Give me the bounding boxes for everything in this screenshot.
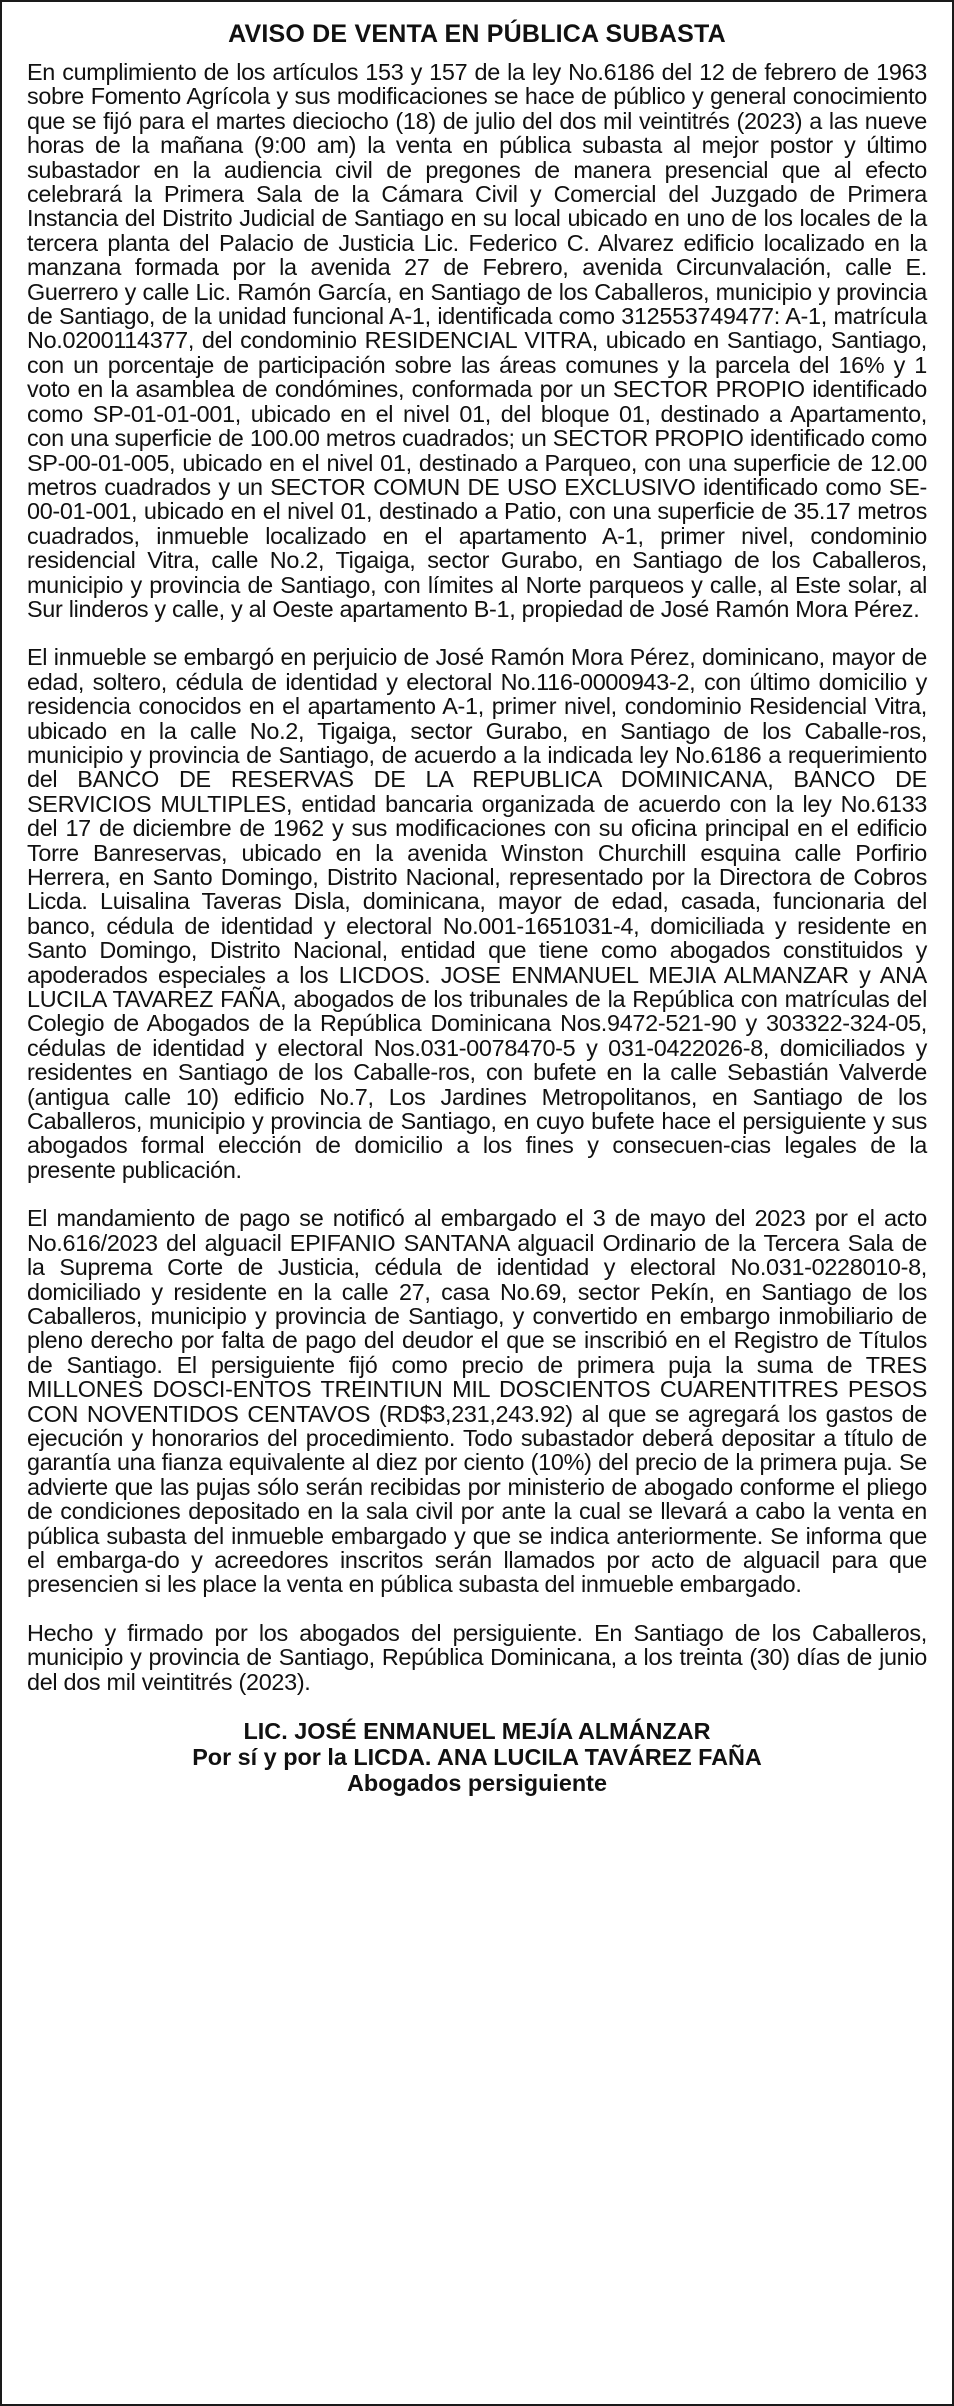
signature-name: LIC. JOSÉ ENMANUEL MEJÍA ALMÁNZAR [243,1718,711,1744]
signature-role: Abogados persiguiente [347,1770,607,1796]
paragraph-seizure-details: El inmueble se embargó en perjuicio de José Ramón Mora Pérez, dominicano, mayor de edad, soltero, cédula de identidad y electoral No.116-0000943-2, con último domicilio y residencia conocidos en el apartamento A-1, primer nivel, condominio Residencial Vitra, ubicado en la calle No.2, Tigaiga, sector Gurabo, en Santiago de los Caballe-ros, municipio y provincia de Santiago, de acuerdo a la indicada ley No.6186 a requerimiento del BANCO DE RESERVAS DE LA REPUBLICA DOMINICANA, BANCO DE SERVICIOS MULTIPLES, entidad bancaria organizada de acuerdo con la ley No.6133 del 17 de diciembre de 1962 y sus modificaciones con su oficina principal en el edificio Torre Banreservas, ubicado en la avenida Winston Churchill esquina calle Porfirio Herrera, en Santo Domingo, Distrito Nacional, representado por la Directora de Cobros Licda. Luisalina Taveras Disla, dominicana, mayor de edad, casada, funcionaria del banco, cédula de identidad y electoral No.001-1651031-4, domiciliada y residente en Santo Domingo, Distrito Nacional, entidad que tiene como abogados constituidos y apoderados especiales a los LICDOS. JOSE ENMANUEL MEJIA ALMANZAR y ANA LUCILA TAVAREZ FAÑA, abogados de los tribunales de la República con matrículas del Colegio de Abogados de la República Dominicana Nos.9472-521-90 y 303322-324-05, cédulas de identidad y electoral Nos.031-0078470-5 y 031-0422026-8, domiciliados y residentes en Santiago de los Caballe-ros, con bufete en la calle Sebastián Valverde (antigua calle 10) edificio No.7, Los Jardines Metropolitanos, en Santiago de los Caballeros, municipio y provincia de Santiago, en cuyo bufete hace el persiguiente y sus abogados formal elección de domicilio a los fines y consecuen-cias legales de la presente publicación. [27,644,927,1183]
signature-on-behalf: Por sí y por la LICDA. ANA LUCILA TAVÁREZ FAÑA [192,1744,762,1770]
paragraph-signing-statement: Hecho y firmado por los abogados del persiguiente. En Santiago de los Caballeros, municipio y provincia de Santiago, República Dominicana, a los treinta (30) días de junio del dos mil veintitrés (2023). [27,1619,927,1695]
notice-title: AVISO DE VENTA EN PÚBLICA SUBASTA [228,20,726,48]
paragraph-sale-announcement: En cumplimiento de los artículos 153 y 157 de la ley No.6186 del 12 de febrero de 1963 sobre Fomento Agrícola y sus modificaciones se hace de público y general conocimiento que se fijó para el martes dieciocho (18) de julio del dos mil veintitrés (2023) a las nueve horas de la mañana (9:00 am) la venta en pública subasta al mejor postor y último subastador en la audiencia civil de pregones de manera presencial que al efecto celebrará la Primera Sala de la Cámara Civil y Comercial del Juzgado de Primera Instancia del Distrito Judicial de Santiago en su local ubicado en uno de los locales de la tercera planta del Palacio de Justicia Lic. Federico C. Alvarez edificio localizado en la manzana formada por la avenida 27 de Febrero, avenida Circunvalación, calle E. Guerrero y calle Lic. Ramón García, en Santiago de los Caballeros, municipio y provincia de Santiago, de la unidad funcional A-1, identificada como 312553749477: A-1, matrícula No.0200114377, del condominio RESIDENCIAL VITRA, ubicado en Santiago, Santiago, con un porcentaje de participación sobre las áreas comunes y la parcela del 16% y 1 voto en la asamblea de condómines, conformada por un SECTOR PROPIO identificado como SP-01-01-001, ubicado en el nivel 01, del bloque 01, destinado a Apartamento, con una superficie de 100.00 metros cuadrados; un SECTOR PROPIO identificado como SP-00-01-005, ubicado en el nivel 01, destinado a Parqueo, con una superficie de 12.00 metros cuadrados y un SECTOR COMUN DE USO EXCLUSIVO identificado como SE-00-01-001, ubicado en el nivel 01, destinado a Patio, con una superficie de 35.17 metros cuadrados, inmueble localizado en el apartamento A-1, primer nivel, condominio residencial Vitra, calle No.2, Tigaiga, sector Gurabo, en Santiago de los Caballeros, municipio y provincia de Santiago, con límites al Norte parqueos y calle, al Este solar, al Sur linderos y calle, y al Oeste apartamento B-1, propiedad de José Ramón Mora Pérez. [27,59,927,622]
paragraph-payment-order: El mandamiento de pago se notificó al embargado el 3 de mayo del 2023 por el acto No.616/2023 del alguacil EPIFANIO SANTANA alguacil Ordinario de la Tercera Sala de la Suprema Corte de Justicia, cédula de identidad y electoral No.031-0228010-8, domiciliado y residente en la calle 27, casa No.69, sector Pekín, en Santiago de los Caballeros, municipio y provincia de Santiago, y convertido en embargo inmobiliario de pleno derecho por falta de pago del deudor el que se inscribió en el Registro de Títulos de Santiago. El persiguiente fijó como precio de primera puja la suma de TRES MILLONES DOSCI-ENTOS TREINTIUN MIL DOSCIENTOS CUARENTITRES PESOS CON NOVENTIDOS CENTAVOS (RD$3,231,243.92) al que se agregará los gastos de ejecución y honorarios del procedimiento. Todo subastador deberá depositar a título de garantía una fianza equivalente al diez por ciento (10%) del precio de la primera puja. Se advierte que las pujas sólo serán recibidas por ministerio de abogado conforme el pliego de condiciones depositado en la sala civil por ante la cual se llevará a cabo la venta en pública subasta del inmueble embargado y que se indica anteriormente. Se informa que el embarga-do y acreedores inscritos serán llamados por acto de alguacil para que presencien si les place la venta en pública subasta del inmueble embargado. [27,1205,927,1598]
signature-block [27,1718,927,1796]
